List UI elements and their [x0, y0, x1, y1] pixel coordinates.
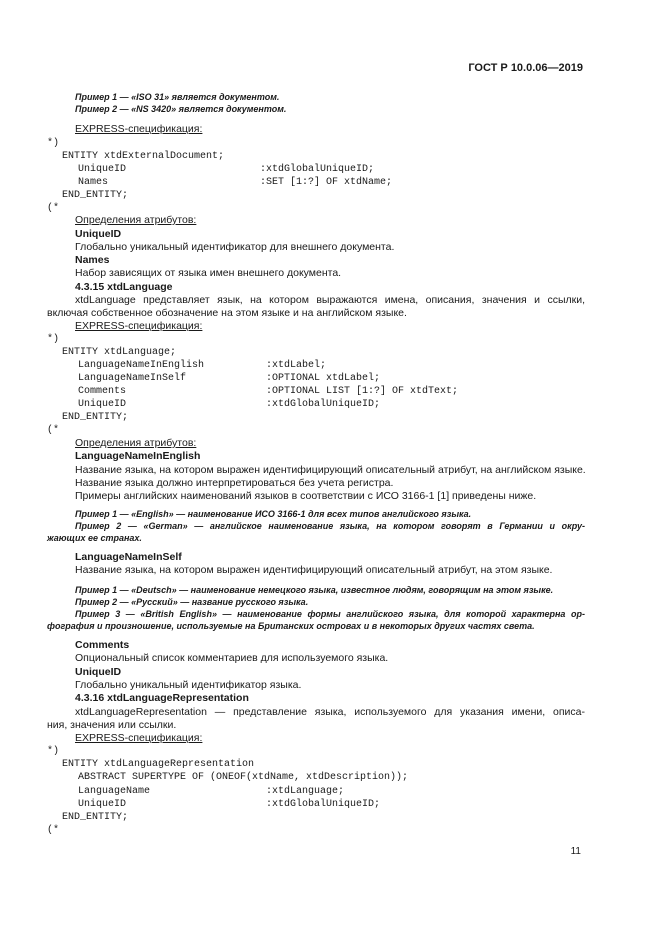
example-line: Пример 3 — «British English» — наименование формы английского языка, для которой характерна ор- [75, 609, 585, 619]
example-line: Пример 2 — «NS 3420» является документом. [75, 104, 287, 114]
example-line: Пример 1 — «ISO 31» является документом. [75, 92, 280, 102]
text-line: xtdLanguage представляет язык, на котором выражаются имена, описания, значения и ссылки, [75, 294, 585, 306]
text-line: Название языка, на котором выражен идентифицирующий описательный атрибут, на этом языке. [75, 564, 553, 576]
example-line: Пример 2 — «Русский» — название русского языка. [75, 597, 309, 607]
heading-line: 4.3.15 xtdLanguage [75, 281, 173, 293]
heading-line: LanguageNameInSelf [75, 551, 182, 563]
code-line: UniqueID [78, 799, 127, 810]
heading-line: 4.3.16 xtdLanguageRepresentation [75, 692, 249, 704]
heading-line: LanguageNameInEnglish [75, 450, 201, 462]
code-line: :xtdLanguage; [266, 786, 345, 797]
code-line: LanguageNameInEnglish [78, 360, 205, 371]
code-line: ENTITY xtdLanguage; [62, 347, 177, 358]
text-line: включая собственное обозначение на этом языке и на английском языке. [47, 307, 407, 319]
section-label: EXPRESS-спецификация: [75, 732, 203, 744]
example-line: жающих ее странах. [47, 533, 142, 543]
code-line: ENTITY xtdExternalDocument; [62, 151, 225, 162]
example-line: Пример 2 — «German» — английское наименование языка, на котором говорят в Германии и окру- [75, 521, 585, 531]
code-line: :xtdGlobalUniqueID; [266, 799, 381, 810]
text-line: Опциональный список комментариев для используемого языка. [75, 652, 389, 664]
code-line: (* [47, 203, 60, 214]
document-header-id: ГОСТ Р 10.0.06—2019 [468, 62, 583, 74]
heading-line: Names [75, 254, 110, 266]
text-line: xtdLanguageRepresentation — представление языка, используемого для указания имени, описа- [75, 706, 585, 718]
code-line: *) [47, 138, 60, 149]
heading-line: Comments [75, 639, 130, 651]
example-line: фография и произношение, используемые на Британских островах и в некоторых других частях света. [47, 621, 535, 631]
heading-line: UniqueID [75, 666, 122, 678]
code-line: (* [47, 825, 60, 836]
code-line: END_ENTITY; [62, 190, 129, 201]
code-line: :xtdLabel; [266, 360, 327, 371]
code-line: END_ENTITY; [62, 812, 129, 823]
page-number: 11 [570, 846, 581, 857]
code-line: UniqueID [78, 399, 127, 410]
code-line: *) [47, 334, 60, 345]
code-line: (* [47, 425, 60, 436]
code-line: *) [47, 746, 60, 757]
code-line: LanguageNameInSelf [78, 373, 187, 384]
code-line: :xtdGlobalUniqueID; [260, 164, 375, 175]
code-line: :SET [1:?] OF xtdName; [260, 177, 393, 188]
text-line: Глобально уникальный идентификатор языка. [75, 679, 302, 691]
code-line: Comments [78, 386, 127, 397]
text-line: Глобально уникальный идентификатор для внешнего документа. [75, 241, 395, 253]
section-label: EXPRESS-спецификация: [75, 320, 203, 332]
text-line: Название языка должно интерпретироваться без учета регистра. [75, 477, 394, 489]
heading-line: UniqueID [75, 228, 122, 240]
code-line: UniqueID [78, 164, 127, 175]
text-line: Название языка, на котором выражен идентифицирующий описательный атрибут, на английском языке. [75, 464, 586, 476]
text-line: Примеры английских наименований языков в соответствии с ИСО 3166-1 [1] приведены ниже. [75, 490, 537, 502]
example-line: Пример 1 — «Deutsch» — наименование немецкого языка, известное людям, говорящим на этом языке. [75, 585, 554, 595]
section-label: Определения атрибутов: [75, 437, 197, 449]
code-line: END_ENTITY; [62, 412, 129, 423]
section-label: Определения атрибутов: [75, 214, 197, 226]
section-label: EXPRESS-спецификация: [75, 123, 203, 135]
text-line: ния, значения или ссылки. [47, 719, 177, 731]
example-line: Пример 1 — «English» — наименование ИСО 3166-1 для всех типов английского языка. [75, 509, 472, 519]
code-line: ABSTRACT SUPERTYPE OF (ONEOF(xtdName, xtdDescription)); [78, 772, 409, 783]
code-line: :OPTIONAL LIST [1:?] OF xtdText; [266, 386, 459, 397]
code-line: :xtdGlobalUniqueID; [266, 399, 381, 410]
code-line: ENTITY xtdLanguageRepresentation [62, 759, 255, 770]
code-line: :OPTIONAL xtdLabel; [266, 373, 381, 384]
code-line: LanguageName [78, 786, 151, 797]
code-line: Names [78, 177, 109, 188]
text-line: Набор зависящих от языка имен внешнего документа. [75, 267, 342, 279]
